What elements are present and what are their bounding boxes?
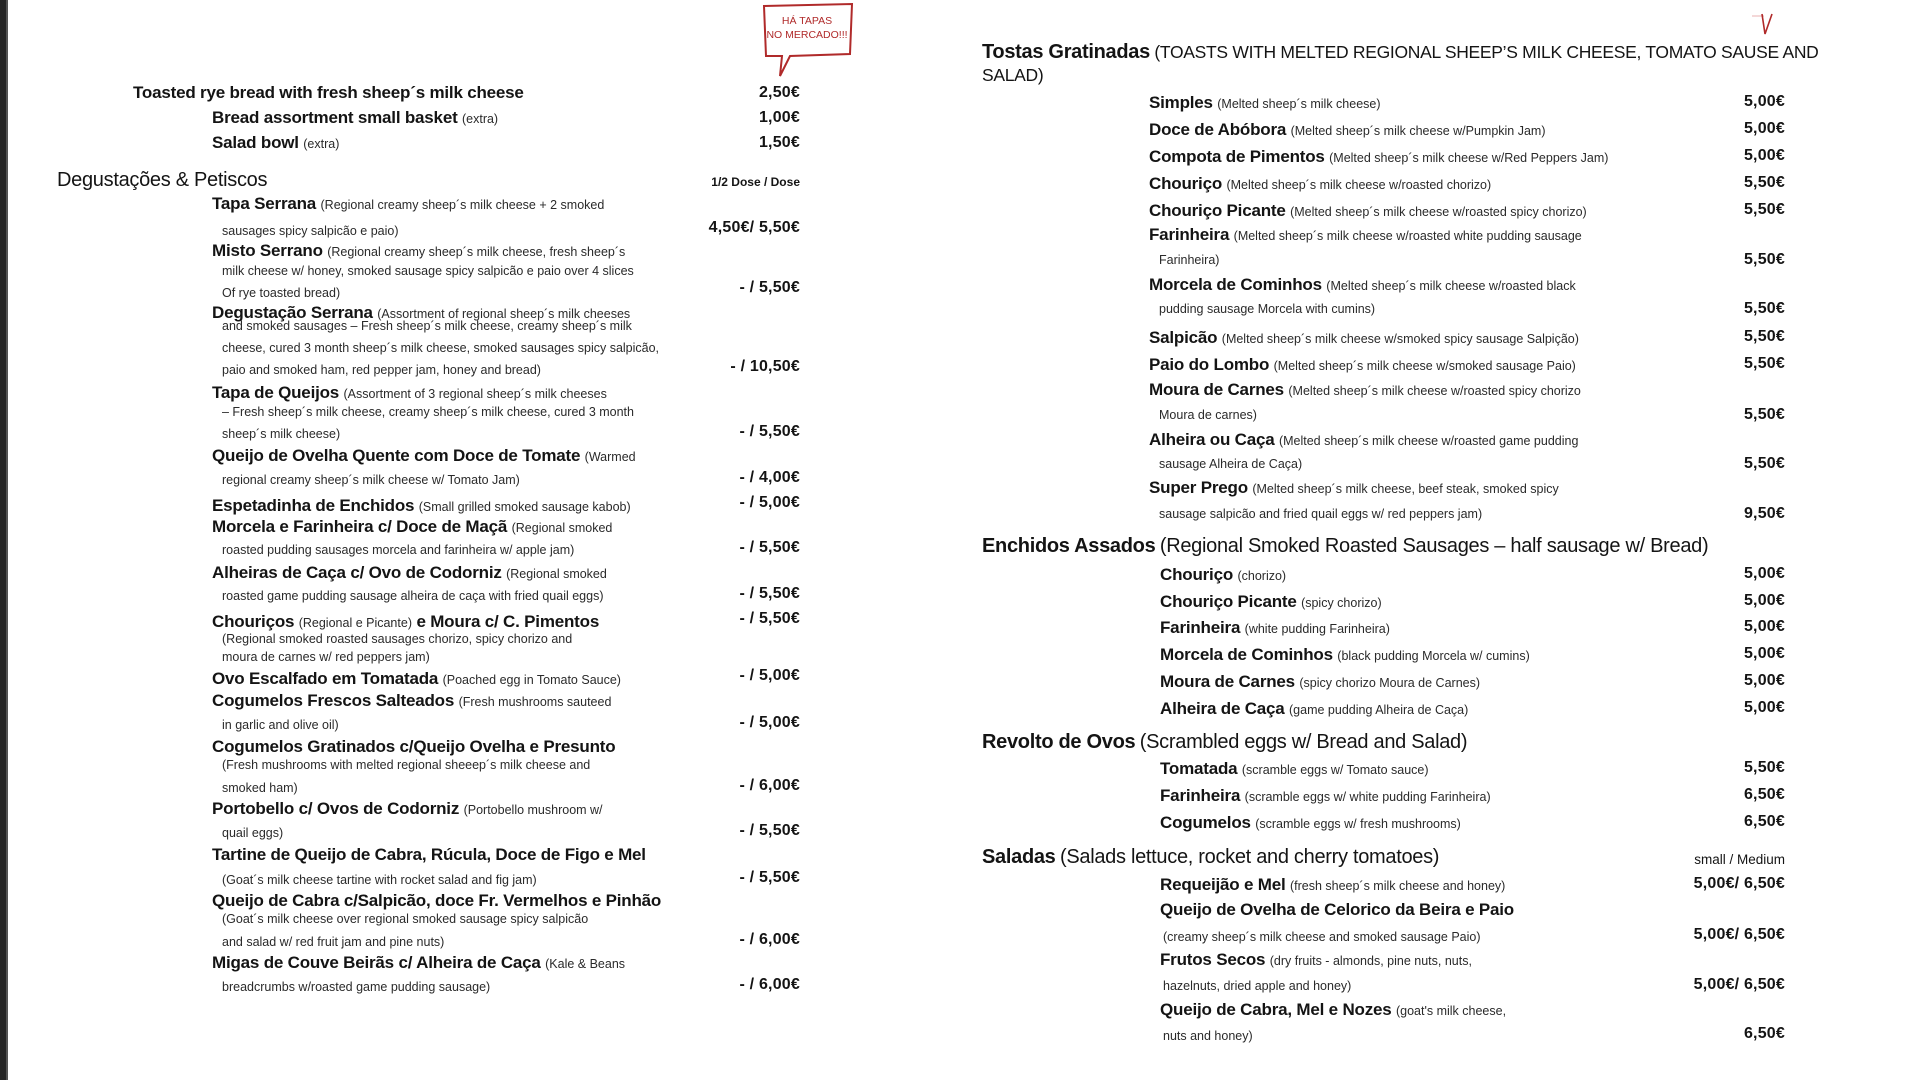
item-description-text: regional creamy sheep´s milk cheese w/ Tomato Jam) xyxy=(222,473,520,487)
item-description: (Melted sheep´s milk cheese w/smoked spicy sausage Salpição) xyxy=(1221,332,1579,346)
item-description-line xyxy=(222,317,632,335)
item-name: Morcela de Cominhos xyxy=(1149,275,1322,294)
item-description: (Poached egg in Tomato Sauce) xyxy=(442,673,621,687)
menu-item-row xyxy=(212,383,607,403)
item-description-line xyxy=(1159,406,1257,424)
item-description: (Kale & Beans xyxy=(545,957,626,971)
item-name: Chouriço xyxy=(1160,565,1234,584)
item-description-text: sheep´s milk cheese) xyxy=(222,427,341,441)
item-name: Espetadinha de Enchidos xyxy=(212,496,415,515)
item-name: Migas de Couve Beirãs c/ Alheira de Caça xyxy=(212,953,541,972)
item-description-text: and smoked sausages – Fresh sheep´s milk cheese, creamy sheep´s milk xyxy=(222,319,632,333)
item-name: Moura de Carnes xyxy=(1160,672,1295,691)
item-description-line xyxy=(222,541,574,559)
item-description: (Melted sheep´s milk cheese w/roasted chorizo) xyxy=(1226,178,1492,192)
menu-item-row xyxy=(212,517,612,537)
item-name: Portobello c/ Ovos de Codorniz xyxy=(212,799,460,818)
item-name: Tapa Serrana xyxy=(212,194,317,213)
price: 5,00€/ 6,50€ xyxy=(1693,875,1785,892)
price: - / 5,50€ xyxy=(739,610,800,627)
item-description-text: – Fresh sheep´s milk cheese, creamy sheep´s milk cheese, cured 3 month xyxy=(222,405,634,419)
item-description-text: in garlic and olive oil) xyxy=(222,718,339,732)
item-description-text: (Goat´s milk cheese over regional smoked sausage spicy salpicão xyxy=(222,912,589,926)
item-description: (Melted sheep´s milk cheese w/Red Peppers Jam) xyxy=(1329,151,1609,165)
section-heading xyxy=(982,846,1439,869)
red-check-mark-icon xyxy=(1752,12,1782,36)
item-description-text: roasted pudding sausages morcela and farinheira w/ apple jam) xyxy=(222,543,575,557)
section-title: Saladas xyxy=(982,846,1056,868)
item-name: Tapa de Queijos xyxy=(212,383,340,402)
item-description: (Assortment of regional sheep´s milk cheeses xyxy=(377,307,631,321)
item-description-text: milk cheese w/ honey, smoked sausage spicy salpicão e paio over 4 slices xyxy=(222,264,634,278)
item-name: Farinheira xyxy=(1160,786,1241,805)
item-description: (Regional smoked xyxy=(511,521,613,535)
item-name: Cogumelos xyxy=(1160,813,1251,832)
item-name: Salpicão xyxy=(1149,328,1218,347)
item-description-text: cheese, cured 3 month sheep´s milk cheese, smoked sausages spicy salpicão, xyxy=(222,341,660,355)
price: 6,50€ xyxy=(1743,813,1785,830)
item-description-text: hazelnuts, dried apple and honey) xyxy=(1163,979,1352,993)
item-description: (Melted sheep´s milk cheese w/smoked sausage Paio) xyxy=(1273,359,1576,373)
item-description-line xyxy=(222,871,537,889)
price: - / 10,50€ xyxy=(730,358,800,375)
item-name: Frutos Secos xyxy=(1160,950,1266,969)
price: 5,50€ xyxy=(1743,174,1785,191)
item-name: Moura de Carnes xyxy=(1149,380,1284,399)
item-name: Queijo de Cabra c/Salpicão, doce Fr. Vermelhos e Pinhão xyxy=(212,891,662,910)
item-name: Farinheira xyxy=(1149,225,1230,244)
item-description-line xyxy=(222,824,283,842)
price: 2,50€ xyxy=(758,84,800,101)
menu-item-row xyxy=(1160,875,1505,895)
menu-item-row xyxy=(212,108,498,128)
item-name: Queijo de Ovelha de Celorico da Beira e Paio xyxy=(1160,900,1514,919)
section-title: Tostas Gratinadas xyxy=(982,41,1150,63)
item-description-text: and salad w/ red fruit jam and pine nuts) xyxy=(222,935,445,949)
item-name: Farinheira xyxy=(1160,618,1241,637)
item-name: Chouriços xyxy=(212,612,295,631)
menu-item-row xyxy=(1149,430,1578,450)
item-description-line xyxy=(1159,505,1482,523)
item-description-line xyxy=(222,779,298,797)
item-name: Queijo de Cabra, Mel e Nozes xyxy=(1160,1000,1392,1019)
item-description-line xyxy=(222,587,604,605)
price: - / 5,50€ xyxy=(739,869,800,886)
menu-item-row xyxy=(1160,618,1390,638)
item-description-text: Farinheira) xyxy=(1159,253,1220,267)
item-name: Requeijão e Mel xyxy=(1160,875,1286,894)
menu-item-row xyxy=(212,496,631,516)
item-description: (Melted sheep´s milk cheese w/roasted white pudding sausage xyxy=(1233,229,1582,243)
price: 5,50€ xyxy=(1743,251,1785,268)
item-description-line xyxy=(222,222,399,240)
price: 5,00€ xyxy=(1743,618,1785,635)
item-description-line xyxy=(222,933,444,951)
item-description-line xyxy=(222,284,340,302)
menu-item-row xyxy=(212,691,611,711)
item-description: (Regional smoked xyxy=(506,567,607,581)
item-name: Toasted rye bread with fresh sheep´s milk cheese xyxy=(133,83,524,102)
item-description-line xyxy=(222,339,659,357)
item-description: (chorizo) xyxy=(1237,569,1287,583)
menu-item-row xyxy=(212,845,646,865)
price: - / 5,50€ xyxy=(739,822,800,839)
item-description: (spicy chorizo Moura de Carnes) xyxy=(1299,676,1481,690)
item-name: Bread assortment small basket xyxy=(212,108,458,127)
item-description-text: quail eggs) xyxy=(222,826,284,840)
item-description-line xyxy=(1163,977,1351,995)
price: 5,00€ xyxy=(1743,699,1785,716)
menu-item-row xyxy=(1160,592,1382,612)
menu-item-row xyxy=(1149,380,1581,400)
menu-item-row xyxy=(1160,1000,1506,1020)
menu-item-row xyxy=(212,563,607,583)
item-name-continued: e Moura c/ C. Pimentos xyxy=(416,612,600,631)
item-name: Cogumelos Frescos Salteados xyxy=(212,691,455,710)
price: - / 5,00€ xyxy=(739,667,800,684)
section-description-line xyxy=(982,65,1043,86)
stamp-line-1: HÁ TAPAS xyxy=(781,15,833,27)
menu-item-row xyxy=(133,83,524,103)
price: 5,00€/ 6,50€ xyxy=(1693,976,1785,993)
item-description: (Regional creamy sheep´s milk cheese, fresh sheep´s xyxy=(327,245,626,259)
item-description: (Portobello mushroom w/ xyxy=(463,803,603,817)
speech-bubble-stamp-icon xyxy=(760,2,858,80)
item-description: (goat's milk cheese, xyxy=(1395,1004,1507,1018)
item-description: (scramble eggs w/ white pudding Farinheira) xyxy=(1244,790,1491,804)
price: 9,50€ xyxy=(1743,505,1785,522)
section-title: Enchidos Assados xyxy=(982,535,1156,557)
item-description: (scramble eggs w/ fresh mushrooms) xyxy=(1255,817,1461,831)
item-name: Alheira ou Caça xyxy=(1149,430,1275,449)
item-description-line xyxy=(222,403,634,421)
item-description: (game pudding Alheira de Caça) xyxy=(1289,703,1469,717)
item-description: (spicy chorizo) xyxy=(1301,596,1382,610)
section-heading xyxy=(982,41,1819,64)
item-description-text: nuts and honey) xyxy=(1163,1029,1253,1043)
price: 5,50€ xyxy=(1743,201,1785,218)
menu-item-row xyxy=(212,799,603,819)
price: 6,50€ xyxy=(1743,786,1785,803)
item-description-text: sausage salpicão and fried quail eggs w/ red peppers jam) xyxy=(1159,507,1483,521)
item-description-line xyxy=(222,361,541,379)
item-description-line xyxy=(1159,251,1219,269)
item-description: (Melted sheep´s milk cheese w/roasted spicy chorizo xyxy=(1288,384,1581,398)
menu-item-row xyxy=(1160,786,1491,806)
item-name: Misto Serrano xyxy=(212,241,323,260)
menu-item-row xyxy=(1160,699,1468,719)
price: - / 6,00€ xyxy=(739,777,800,794)
menu-item-row xyxy=(1160,813,1461,833)
section-description: (Scrambled eggs w/ Bread and Salad) xyxy=(1139,731,1468,753)
price: 5,00€ xyxy=(1743,147,1785,164)
item-description-text: smoked ham) xyxy=(222,781,298,795)
price: - / 5,50€ xyxy=(739,585,800,602)
item-description-text: pudding sausage Morcela with cumins) xyxy=(1159,302,1376,316)
item-name: Super Prego xyxy=(1149,478,1248,497)
price: - / 5,50€ xyxy=(739,539,800,556)
menu-item-row xyxy=(212,891,661,911)
price: - / 6,00€ xyxy=(739,931,800,948)
section-heading xyxy=(982,535,1708,558)
dose-column-header: 1/2 Dose / Dose xyxy=(711,175,800,189)
item-name: Queijo de Ovelha Quente com Doce de Tomate xyxy=(212,446,581,465)
price: 5,00€ xyxy=(1743,120,1785,137)
price: - / 6,00€ xyxy=(739,976,800,993)
price: 4,50€/ 5,50€ xyxy=(708,219,800,236)
section-description: (Salads lettuce, rocket and cherry tomatoes) xyxy=(1059,846,1440,868)
item-description: (black pudding Morcela w/ cumins) xyxy=(1337,649,1530,663)
price: 5,00€ xyxy=(1743,645,1785,662)
price: - / 5,00€ xyxy=(739,714,800,731)
item-description-text: roasted game pudding sausage alheira de caça with fried quail eggs) xyxy=(222,589,604,603)
item-name: Paio do Lombo xyxy=(1149,355,1270,374)
price: 5,50€ xyxy=(1743,328,1785,345)
menu-item-row xyxy=(1149,174,1491,194)
size-column-header: small / Medium xyxy=(1694,852,1785,867)
item-description-text: paio and smoked ham, red pepper jam, honey and bread) xyxy=(222,363,541,377)
item-description: (Regional e Picante) xyxy=(298,616,412,630)
section-description: (TOASTS WITH MELTED REGIONAL SHEEP’S MILK CHEESE, TOMATO SAUSE AND xyxy=(1154,42,1819,62)
menu-item-row xyxy=(1149,478,1559,498)
section-heading xyxy=(57,169,267,192)
price: 5,50€ xyxy=(1743,455,1785,472)
price: 1,50€ xyxy=(758,134,800,151)
section-description: (Regional Smoked Roasted Sausages – half sausage w/ Bread) xyxy=(1159,535,1709,557)
item-description-line xyxy=(222,756,590,774)
item-description-text: sausages spicy salpicão e paio) xyxy=(222,224,399,238)
menu-item-row xyxy=(1160,645,1530,665)
item-description-line xyxy=(222,978,490,996)
menu-item-row xyxy=(212,737,615,757)
item-description: (Fresh mushrooms sauteed xyxy=(458,695,612,709)
menu-item-row xyxy=(1149,201,1587,221)
menu-item-row xyxy=(1160,672,1480,692)
item-description-line xyxy=(222,910,588,928)
menu-item-row xyxy=(1160,900,1514,920)
item-description-text: (Goat´s milk cheese tartine with rocket salad and fig jam) xyxy=(222,873,537,887)
item-name: Degustação Serrana xyxy=(212,303,373,322)
section-title: Degustações & Petiscos xyxy=(57,169,268,191)
menu-item-row xyxy=(1149,93,1381,113)
menu-item-row xyxy=(212,612,599,632)
item-description: (Melted sheep´s milk cheese w/roasted game pudding xyxy=(1278,434,1579,448)
price: 5,00€ xyxy=(1743,565,1785,582)
item-description-line xyxy=(222,716,339,734)
item-name: Alheira de Caça xyxy=(1160,699,1285,718)
item-description-line xyxy=(222,262,634,280)
item-description-line xyxy=(222,425,340,443)
section-title: Revolto de Ovos xyxy=(982,731,1136,753)
item-description-text: sausage Alheira de Caça) xyxy=(1159,457,1303,471)
item-name: Chouriço Picante xyxy=(1149,201,1286,220)
menu-item-row xyxy=(1149,328,1579,348)
price: 5,50€ xyxy=(1743,300,1785,317)
item-description-line xyxy=(222,648,430,666)
item-name: Morcela de Cominhos xyxy=(1160,645,1333,664)
menu-item-row xyxy=(1160,950,1472,970)
item-description-text: (Regional smoked roasted sausages chorizo, spicy chorizo and xyxy=(222,632,573,646)
window-edge-highlight xyxy=(6,0,8,1080)
item-description: (white pudding Farinheira) xyxy=(1244,622,1390,636)
menu-item-row xyxy=(212,194,604,214)
menu-item-row xyxy=(1160,565,1286,585)
price: 5,50€ xyxy=(1743,759,1785,776)
menu-item-row xyxy=(1160,759,1429,779)
item-name: Chouriço xyxy=(1149,174,1223,193)
item-description-line xyxy=(222,630,572,648)
item-description: (extra) xyxy=(461,112,499,126)
price: - / 4,00€ xyxy=(739,469,800,486)
item-description: (Small grilled smoked sausage kabob) xyxy=(418,500,631,514)
item-description: (scramble eggs w/ Tomato sauce) xyxy=(1241,763,1429,777)
item-description-text: Moura de carnes) xyxy=(1159,408,1257,422)
price: - / 5,50€ xyxy=(739,423,800,440)
price: - / 5,50€ xyxy=(739,279,800,296)
item-description: (fresh sheep´s milk cheese and honey) xyxy=(1289,879,1506,893)
price: - / 5,00€ xyxy=(739,494,800,511)
item-description-line xyxy=(1159,300,1375,318)
item-description-text: breadcrumbs w/roasted game pudding sausage) xyxy=(222,980,491,994)
menu-item-row xyxy=(1149,147,1608,167)
item-name: Simples xyxy=(1149,93,1213,112)
section-description-text: SALAD) xyxy=(982,65,1044,85)
item-name: Chouriço Picante xyxy=(1160,592,1297,611)
item-name: Cogumelos Gratinados c/Queijo Ovelha e Presunto xyxy=(212,737,616,756)
price: 5,50€ xyxy=(1743,406,1785,423)
item-description: (Melted sheep´s milk cheese w/roasted spicy chorizo) xyxy=(1290,205,1587,219)
menu-item-row xyxy=(1149,275,1576,295)
item-description-line xyxy=(222,471,520,489)
stamp-line-2: NO MERCADO!!! xyxy=(766,29,848,41)
item-name: Ovo Escalfado em Tomatada xyxy=(212,669,439,688)
item-description-text: moura de carnes w/ red peppers jam) xyxy=(222,650,430,664)
item-description: (Melted sheep´s milk cheese w/roasted black xyxy=(1326,279,1576,293)
item-description: (Melted sheep´s milk cheese) xyxy=(1217,97,1381,111)
price: 5,00€ xyxy=(1743,592,1785,609)
item-description: (dry fruits - almonds, pine nuts, nuts, xyxy=(1269,954,1472,968)
price: 5,50€ xyxy=(1743,355,1785,372)
item-description-line xyxy=(1159,455,1302,473)
item-description-text: Of rye toasted bread) xyxy=(222,286,341,300)
menu-item-row xyxy=(1149,225,1582,245)
item-description: (extra) xyxy=(303,137,340,151)
item-name: Compota de Pimentos xyxy=(1149,147,1325,166)
item-description: (Melted sheep´s milk cheese w/Pumpkin Jam) xyxy=(1290,124,1546,138)
item-description-text: (Fresh mushrooms with melted regional sheeep´s milk cheese and xyxy=(222,758,591,772)
item-name: Morcela e Farinheira c/ Doce de Maçã xyxy=(212,517,508,536)
price: 1,00€ xyxy=(758,109,800,126)
item-name: Salad bowl xyxy=(212,133,299,152)
item-description-text: (creamy sheep´s milk cheese and smoked sausage Paio) xyxy=(1163,930,1481,944)
item-description: (Melted sheep´s milk cheese, beef steak, smoked spicy xyxy=(1252,482,1559,496)
menu-item-row xyxy=(212,669,621,689)
price: 5,00€ xyxy=(1743,672,1785,689)
price: 5,00€ xyxy=(1743,93,1785,110)
menu-item-row xyxy=(1149,355,1576,375)
price: 6,50€ xyxy=(1743,1025,1785,1042)
section-heading xyxy=(982,731,1467,754)
menu-item-row xyxy=(1149,120,1546,140)
item-description: (Regional creamy sheep´s milk cheese + 2 smoked xyxy=(320,198,605,212)
menu-item-row xyxy=(212,133,339,153)
item-name: Tartine de Queijo de Cabra, Rúcula, Doce de Figo e Mel xyxy=(212,845,646,864)
menu-item-row xyxy=(212,953,625,973)
item-description-line xyxy=(1163,1027,1253,1045)
item-name: Tomatada xyxy=(1160,759,1238,778)
item-description: (Warmed xyxy=(584,450,636,464)
menu-item-row xyxy=(212,446,636,466)
item-name: Alheiras de Caça c/ Ovo de Codorniz xyxy=(212,563,502,582)
item-description: (Assortment of 3 regional sheep´s milk cheeses xyxy=(343,387,607,401)
item-name: Doce de Abóbora xyxy=(1149,120,1287,139)
item-description-line xyxy=(1163,928,1481,946)
menu-item-row xyxy=(212,241,625,261)
price: 5,00€/ 6,50€ xyxy=(1693,926,1785,943)
